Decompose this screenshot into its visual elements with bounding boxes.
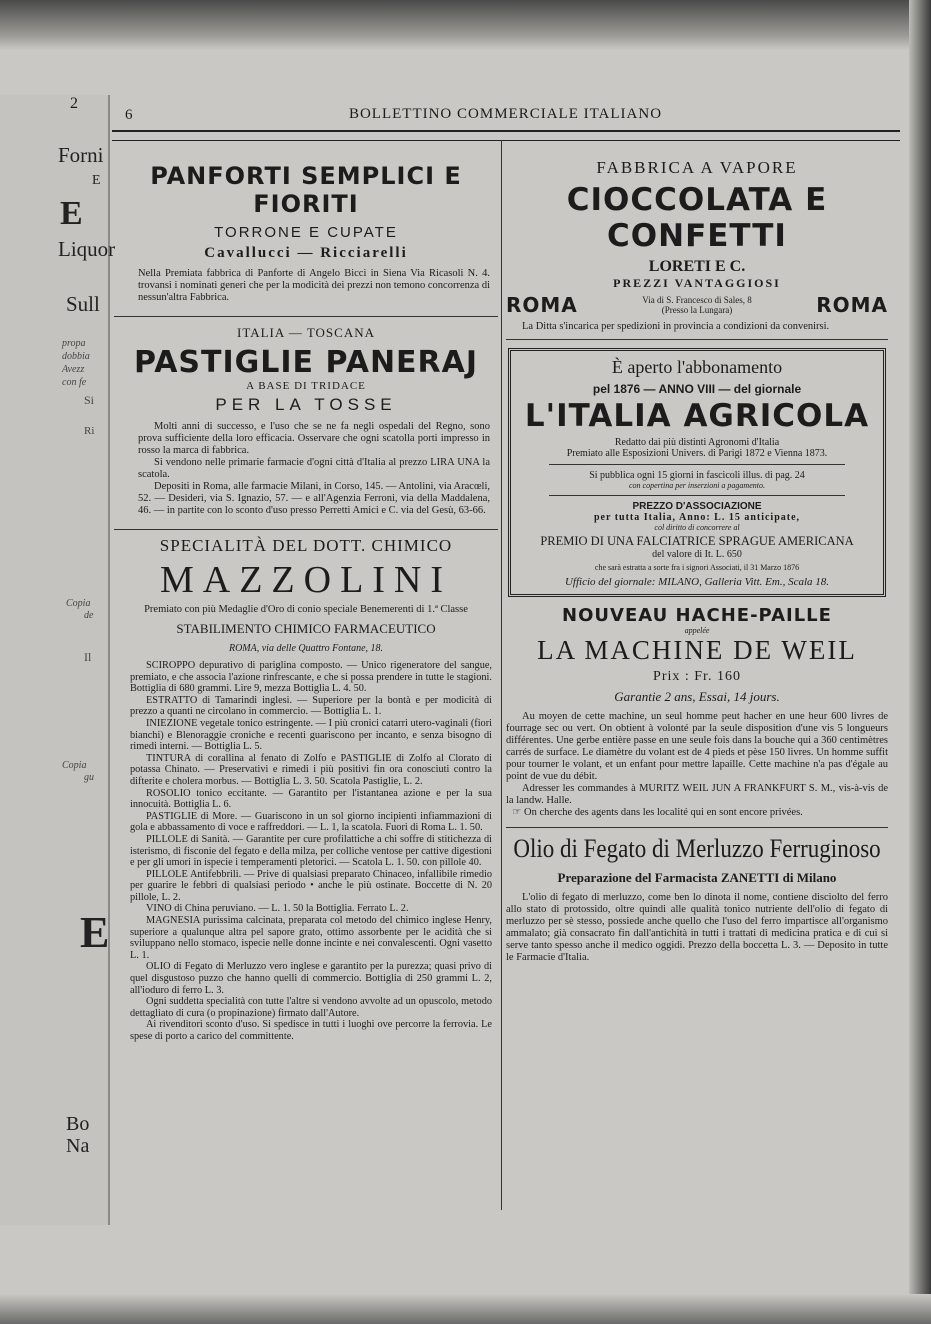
ad-origin: ITALIA — TOSCANA xyxy=(237,325,375,340)
ad-line: Ufficio del giornale: MILANO, Galleria Vitt. Em., Scala 18. xyxy=(564,576,830,588)
prev-fragment: E xyxy=(92,173,101,188)
address-line: (Presso la Lungara) xyxy=(661,305,733,315)
ad-price: Prix : Fr. 160 xyxy=(653,669,741,684)
divider xyxy=(114,529,498,530)
left-column xyxy=(114,140,498,1043)
divider xyxy=(549,464,845,465)
city-left: ROMA xyxy=(506,293,578,317)
prev-fragment: Bo xyxy=(66,1113,90,1135)
ad-hache-paille xyxy=(506,605,888,819)
divider xyxy=(114,316,498,317)
page-number: 6 xyxy=(125,107,133,123)
product-list xyxy=(130,660,492,996)
ad-line: per tutta Italia, Anno: L. 15 anticipate, xyxy=(593,512,801,523)
ad-title: PASTIGLIE PANERAJ xyxy=(133,345,479,380)
product-item: TINTURA di corallina al fenato di Zolfo e PASTIGLIE di Zolfo al Clorato di potassa Chinato. — Preservativi e rimedi i più positivi fin ora conosciuti contro la difterite e cholera morbus. — Bottiglia L. 3. 50. Scatola Pastiglie, L. 2. xyxy=(130,752,492,787)
right-column xyxy=(506,140,888,964)
ad-appelee: appelée xyxy=(684,626,710,635)
ad-body: La Ditta s'incarica per spedizioni in provincia a condizioni da convenirsi. xyxy=(522,321,830,332)
product-item: ESTRATTO di Tamarindi inglesi. — Superiore per la bontà e per modicità di prezzo a quanti ne circolano in commercio. — Bottiglia L. 1. xyxy=(130,694,492,718)
ad-agents-text: On cherche des agents dans les localité qui en sont encore privées. xyxy=(524,807,803,818)
ad-open: È aperto l'abbonamento xyxy=(611,357,783,377)
previous-page-strip xyxy=(0,95,116,1225)
top-scan-shadow xyxy=(0,0,931,50)
prev-fragment: Copia xyxy=(62,760,87,771)
ad-title: L'ITALIA AGRICOLA xyxy=(524,398,870,434)
ad-name: LA MACHINE DE WEIL xyxy=(537,635,857,665)
ad-cioccolata xyxy=(506,158,888,333)
pointing-hand-icon: ☞ xyxy=(512,807,525,818)
divider xyxy=(506,339,888,340)
ad-body: Au moyen de cette machine, un seul homme peut hacher en une heur 600 livres de fourrage sec ou vert. On obtient à volonté par la seule disposition d'une vis 5 longueurs différentes. Une gerbe entière passe en une seule fois dans la bouche qui a 360 centimètres carrés de surface. Le diamètre du volant est de 4 pieds et pèse 150 livres. Un homme suffit pour tourner le volant, et un enfant pour mettre lapaille. Cette machine n'a pas d'égale au point de vue du débit. xyxy=(506,711,888,782)
product-item: MAGNESIA purissima calcinata, preparata col metodo del chimico inglese Henry, superiore a qualunque altra pel sapore grato, ottimo assorbente per le acidità che si sviluppano nello stomaco, ispecie nelle donne incinte e nei convalescenti. Ogni vasetto L. 1. xyxy=(130,915,492,961)
product-item: ROSOLIO tonico eccitante. — Garantito per l'istantanea azione e per la sua innocuità. Bottiglia L. 6. xyxy=(130,787,492,811)
ad-subtitle: TORRONE E CUPATE xyxy=(214,224,398,241)
ad-name: MAZZOLINI xyxy=(159,559,453,601)
ad-year: pel 1876 — ANNO VIII — del giornale xyxy=(592,382,802,396)
divider xyxy=(549,495,845,496)
prev-fragment: Copia xyxy=(66,598,91,609)
ad-guarantee: Garantie 2 ans, Essai, 14 jours. xyxy=(614,689,780,704)
ad-line: del valore di It. L. 650 xyxy=(652,549,742,560)
ad-line: con copertina per inserzioni a pagamento. xyxy=(629,481,765,490)
prev-fragment: Forni xyxy=(58,143,104,167)
ad-city-row xyxy=(506,293,888,317)
ad-title: CIOCCOLATA E CONFETTI xyxy=(566,182,828,254)
prev-fragment: propa xyxy=(62,338,86,349)
ad-prices: PREZZI VANTAGGIOSI xyxy=(613,276,781,290)
prev-page-number: 2 xyxy=(70,95,78,112)
ad-pastiglie xyxy=(114,325,498,517)
product-item: INIEZIONE vegetale tonico estringente. — I più cronici catarri utero-vaginali (fiori bianchi) e Blenoraggie croniche e recenti guariscono per incanto, e senza bisogno di rimedi interni. — Bottiglia L. 5. xyxy=(130,717,492,753)
ad-italia-agricola xyxy=(508,348,886,597)
ad-address: Adresser les commandes à MURITZ WEIL JUN A FRANKFURT S. M., vis-à-vis de la landw. Halle. xyxy=(506,783,888,806)
ad-head: FABBRICA A VAPORE xyxy=(596,158,798,177)
prev-fragment: dobbia xyxy=(62,351,90,362)
ad-body: Molti anni di successo, e l'uso che se ne fa negli ospedali del Regno, sono prova sufficiente della loro efficacia. Osservare che ogni scatolla porti impresso in rosso la marca di fabbrica. xyxy=(138,421,490,456)
ad-line: Redatto dai più distinti Agronomi d'Italia xyxy=(614,437,780,448)
ad-firm: Cavallucci — Ricciarelli xyxy=(204,245,408,261)
ad-firm: LORETI E C. xyxy=(648,258,746,275)
ad-address xyxy=(642,295,751,315)
ad-medals: Premiato con più Medaglie d'Oro di conio speciale Benemerenti di 1.ª Classe xyxy=(144,604,468,615)
ad-line: PREMIO DI UNA FALCIATRICE SPRAGUE AMERICANA xyxy=(540,534,854,548)
bottom-scan-shadow xyxy=(0,1294,931,1324)
prev-fragment: Ri xyxy=(84,425,95,437)
prev-fragment: Na xyxy=(66,1135,90,1157)
divider xyxy=(506,827,888,828)
right-scan-edge xyxy=(909,0,931,1324)
prev-fragment: con fe xyxy=(62,377,87,388)
address-line: Via di S. Francesco di Sales, 8 xyxy=(642,295,752,305)
prev-fragment: Liquor xyxy=(58,237,116,261)
running-head: BOLLETTINO COMMERCIALE ITALIANO xyxy=(348,106,663,122)
prev-fragment: Sull xyxy=(66,292,100,316)
prev-fragment: E xyxy=(60,195,83,232)
ad-body: Si vendono nelle primarie farmacie d'ogni città d'Italia al prezzo LIRA UNA la scatola. xyxy=(138,457,490,480)
ad-line: Premiato alle Esposizioni Univers. di Parigi 1872 e Vienna 1873. xyxy=(566,448,828,459)
ad-panforti xyxy=(114,162,498,304)
ad-establishment: STABILIMENTO CHIMICO FARMACEUTICO xyxy=(176,621,436,636)
ad-body: Depositi in Roma, alle farmacie Milani, in Corso, 145. — Antolini, via Aracœli, 52. — Desideri, via S. Ignazio, 57. — e all'Agenzia Ferroni, via della Maddalena, 46. — in partite con lo sconto d'uso presso Perretti Amici e C. via del Gesù, 63-66. xyxy=(138,481,490,516)
ad-body: Nella Premiata fabbrica di Panforte di Angelo Bicci in Siena Via Ricasoli N. 4. trovansi i nominati generi che per la modicità dei prezzi non temono concorrenza di nessun'altra Fabbrica. xyxy=(138,268,490,303)
ad-title: PANFORTI SEMPLICI E FIORITI xyxy=(150,162,462,218)
ad-head: SPECIALITÀ DEL DOTT. CHIMICO xyxy=(159,536,453,555)
product-item: VINO di China peruviano. — L. 1. 50 la Bottiglia. Ferrato L. 2. xyxy=(146,903,409,915)
product-item: PILLOLE di Sanità. — Garantite per cure profilattiche a chi soffre di stitichezza di isterismo, di fisconie del fegato e della milza, per colliche ventose per cattive digestioni e per gli umori in ispecie i temperamenti pletorici. — Scatola L. 1. 50. con pillole 40. xyxy=(130,833,492,869)
prev-fragment: Avezz xyxy=(62,364,85,375)
ad-line: Si pubblica ogni 15 giorni in fascicoli illus. di pag. 24 xyxy=(589,470,805,481)
ad-line: che sarà estratta a sorte fra i signori Associati, il 31 Marzo 1876 xyxy=(594,563,800,572)
city-right: ROMA xyxy=(816,293,888,317)
ad-line: col diritto di concorrere al xyxy=(654,523,740,532)
ad-subtitle: Preparazione del Farmacista ZANETTI di Milano xyxy=(557,870,837,885)
ad-title: NOUVEAU HACHE-PAILLE xyxy=(562,605,832,626)
ad-note: Ai rivenditori sconto d'uso. Si spedisce in tutti i luoghi ove percorre la ferrovia. Le spese di porto a carico del committente. xyxy=(130,1019,492,1042)
ad-base: A BASE DI TRIDACE xyxy=(246,380,366,392)
prev-fragment: de xyxy=(84,610,94,621)
product-item: SCIROPPO depurativo di pariglina composto. — Unico rigeneratore del sangue, premiato, e che associa l'azione rinfrescante, e che si possa prendere in tutte le stagioni. Bottiglia di 680 grammi. Lire 9, mezza Bottiglia L. 4. 50. xyxy=(130,660,492,695)
ad-body: L'olio di fegato di merluzzo, come ben lo dinota il nome, contiene disciolto del ferro allo stato di protossido, oltre quindi alle qualità tonico nutriente dell'olio di fegato di merluzzo per sè stesso, possiede anche quello che l'uso del ferro impartisce all'organismo ammalato; già consacrato fin dall'antichità in tutti i trattati di medicina pratica e di cui si serve tanto spesso anche il medico oggidì. Prezzo della boccetta L. 3. — Deposito in tutte le Farmacie d'Italia. xyxy=(506,892,888,963)
ad-note: Ogni suddetta specialità con tutte l'altre si vendono avvolte ad un opuscolo, metodo dettagliato di cura (o propinazione) firmato dall'Autore. xyxy=(130,996,492,1019)
ad-olio-zanetti xyxy=(506,836,888,964)
product-item: OLIO di Fegato di Merluzzo vero inglese e garantito per la purezza; quasi privo di quel disgustoso puzzo che hanno quelli di commercio. Bottiglia di 250 grammi L. 2, all'ioduro di ferro L. 3. xyxy=(130,961,492,996)
ad-address: ROMA, via delle Quattro Fontane, 18. xyxy=(228,643,384,654)
product-item: PILLOLE Antifebbrili. — Prive di qualsiasi preparato Chinaceo, infallibile rimedio per guarire le febbri di qualsiasi periodo • anche le più ostinate. Boccette di N. 20 pillole, L. 2. xyxy=(130,868,492,903)
ad-title: Olio di Fegato di Merluzzo Ferruginoso xyxy=(513,834,881,863)
ad-line: PREZZO D'ASSOCIAZIONE xyxy=(632,501,762,512)
column-rule xyxy=(501,140,502,1210)
ad-agents xyxy=(506,807,888,819)
ad-mazzolini xyxy=(114,536,498,1043)
ad-per: PER LA TOSSE xyxy=(215,395,397,414)
prev-fragment: E xyxy=(80,908,110,957)
prev-fragment: Il xyxy=(84,650,92,664)
product-item: PASTIGLIE di More. — Guariscono in un sol giorno incipienti infiammazioni di gola e abbassamento di voce e raffreddori. — L. 1, la scatola. Fuori di Roma L. 1. 50. xyxy=(130,810,492,834)
prev-fragment: gu xyxy=(84,772,94,783)
prev-fragment: Si xyxy=(84,393,95,407)
